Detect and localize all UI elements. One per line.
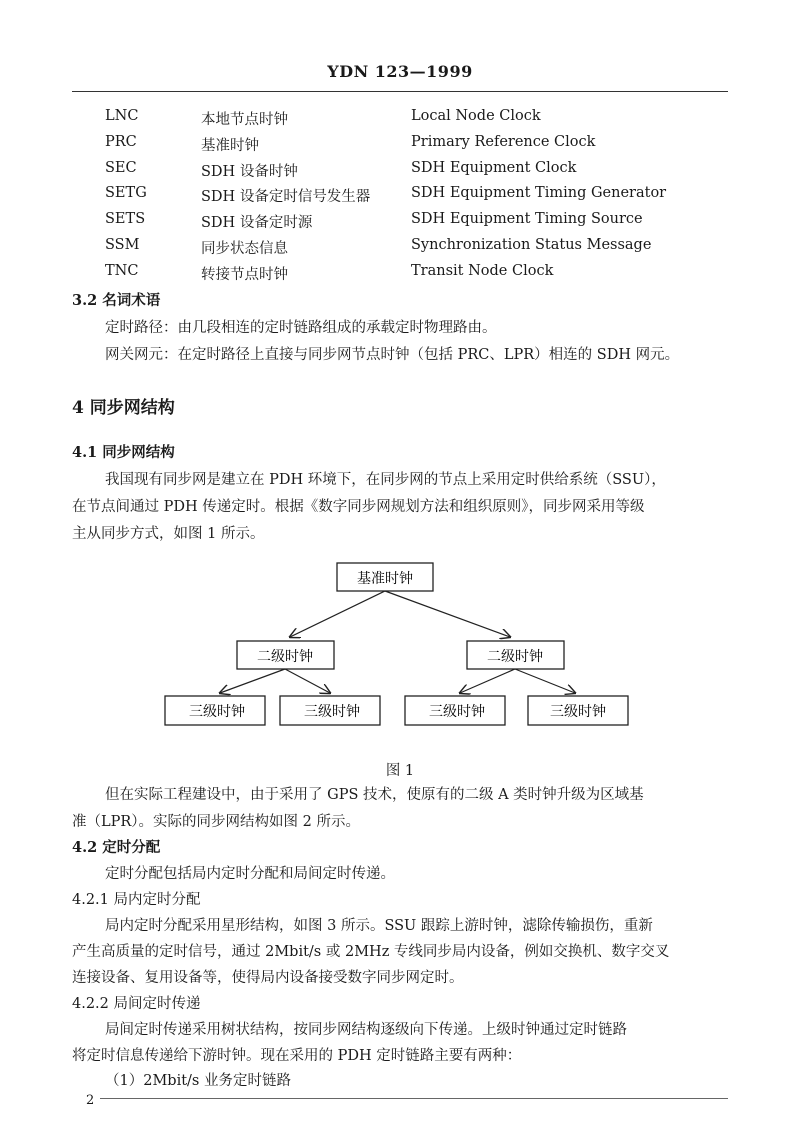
abbreviation-chinese-term: SDH 设备定时源 xyxy=(201,215,313,232)
paragraph-line: （1）2Mbit/s 业务定时链路 xyxy=(105,1073,291,1089)
abbreviation-code: SSM xyxy=(105,237,140,253)
paragraph-line: 连接设备、复用设备等，使得局内设备接受数字同步网定时。 xyxy=(72,970,464,986)
paragraph-line: 我国现有同步网是建立在 PDH 环境下，在同步网的节点上采用定时供给系统（SSU）， xyxy=(105,472,666,488)
level3-clock-label: 三级时钟 xyxy=(550,704,606,720)
header-rule xyxy=(72,91,728,92)
paragraph-line: 产生高质量的定时信号，通过 2Mbit/s 或 2MHz 专线同步局内设备，例如交换机、数字交叉 xyxy=(72,944,670,960)
document-header: YDN 123—1999 xyxy=(327,62,473,81)
root-clock-label: 基准时钟 xyxy=(357,571,413,587)
link-arrow xyxy=(515,669,575,693)
abbreviation-code: LNC xyxy=(105,108,139,124)
abbreviation-code: TNC xyxy=(105,262,139,279)
abbreviation-code: SEC xyxy=(105,159,137,176)
abbreviation-chinese-term: 转接节点时钟 xyxy=(201,266,288,283)
paragraph: 定时路径：由几段相连的定时链路组成的承载定时物理路由。 xyxy=(105,320,497,336)
clock-hierarchy-diagram xyxy=(150,555,650,735)
abbreviation-english-term: SDH Equipment Timing Source xyxy=(411,211,643,228)
paragraph: 网关网元：在定时路径上直接与同步网节点时钟（包括 PRC、LPR）相连的 SDH 网元。 xyxy=(105,347,680,363)
abbreviation-chinese-term: SDH 设备定时信号发生器 xyxy=(201,189,371,206)
abbreviation-english-term: Transit Node Clock xyxy=(411,262,554,279)
abbreviation-english-term: Local Node Clock xyxy=(411,108,541,124)
abbreviation-english-term: Synchronization Status Message xyxy=(411,237,652,253)
level3-clock-label: 三级时钟 xyxy=(304,704,360,720)
paragraph: 定时分配包括局内定时分配和局间定时传递。 xyxy=(105,866,395,882)
level3-clock-label: 三级时钟 xyxy=(429,704,485,720)
paragraph-line: 准（LPR）。实际的同步网结构如图 2 所示。 xyxy=(72,814,360,830)
figure-caption: 图 1 xyxy=(385,763,415,779)
paragraph-line: 但在实际工程建设中，由于采用了 GPS 技术，使原有的二级 A 类时钟升级为区域基 xyxy=(105,787,644,803)
paragraph-line: 主从同步方式，如图 1 所示。 xyxy=(72,526,265,542)
abbreviation-chinese-term: 本地节点时钟 xyxy=(201,112,288,128)
level2-clock-label: 二级时钟 xyxy=(487,649,543,665)
paragraph-line: 在节点间通过 PDH 传递定时。根据《数字同步网规划方法和组织原则》，同步网采用等级 xyxy=(72,499,645,515)
abbreviation-english-term: SDH Equipment Timing Generator xyxy=(411,185,667,202)
section-4-2-1-heading: 4.2.1 局内定时分配 xyxy=(72,892,201,908)
section-4-2-heading: 4.2 定时分配 xyxy=(72,839,161,856)
section-3-2-heading: 3.2 名词术语 xyxy=(72,292,161,309)
abbreviation-chinese-term: SDH 设备时钟 xyxy=(201,163,298,180)
paragraph-line: 局间定时传递采用树状结构，按同步网结构逐级向下传递。上级时钟通过定时链路 xyxy=(105,1022,627,1038)
abbreviation-code: PRC xyxy=(105,133,137,150)
abbreviation-chinese-term: 基准时钟 xyxy=(201,137,259,154)
link-arrow xyxy=(220,669,285,693)
section-4-heading: 4 同步网结构 xyxy=(72,398,175,418)
paragraph-line: 将定时信息传递给下游时钟。现在采用的 PDH 定时链路主要有两种： xyxy=(72,1048,522,1064)
paragraph-line: 局内定时分配采用星形结构，如图 3 所示。SSU 跟踪上游时钟，滤除传输损伤，重新 xyxy=(105,918,653,934)
link-arrow xyxy=(285,669,330,693)
level3-clock-label: 三级时钟 xyxy=(189,704,245,720)
link-arrow xyxy=(385,591,510,637)
abbreviation-english-term: SDH Equipment Clock xyxy=(411,159,577,176)
page-number: 2 xyxy=(86,1093,95,1108)
abbreviation-code: SETS xyxy=(105,211,146,228)
abbreviation-chinese-term: 同步状态信息 xyxy=(201,241,288,257)
section-4-2-2-heading: 4.2.2 局间定时传递 xyxy=(72,996,201,1012)
footer-rule xyxy=(100,1098,728,1099)
link-arrow xyxy=(460,669,515,693)
abbreviation-code: SETG xyxy=(105,185,147,202)
section-4-1-heading: 4.1 同步网结构 xyxy=(72,444,175,461)
level2-clock-label: 二级时钟 xyxy=(257,649,313,665)
abbreviation-english-term: Primary Reference Clock xyxy=(411,133,596,150)
link-arrow xyxy=(290,591,385,637)
